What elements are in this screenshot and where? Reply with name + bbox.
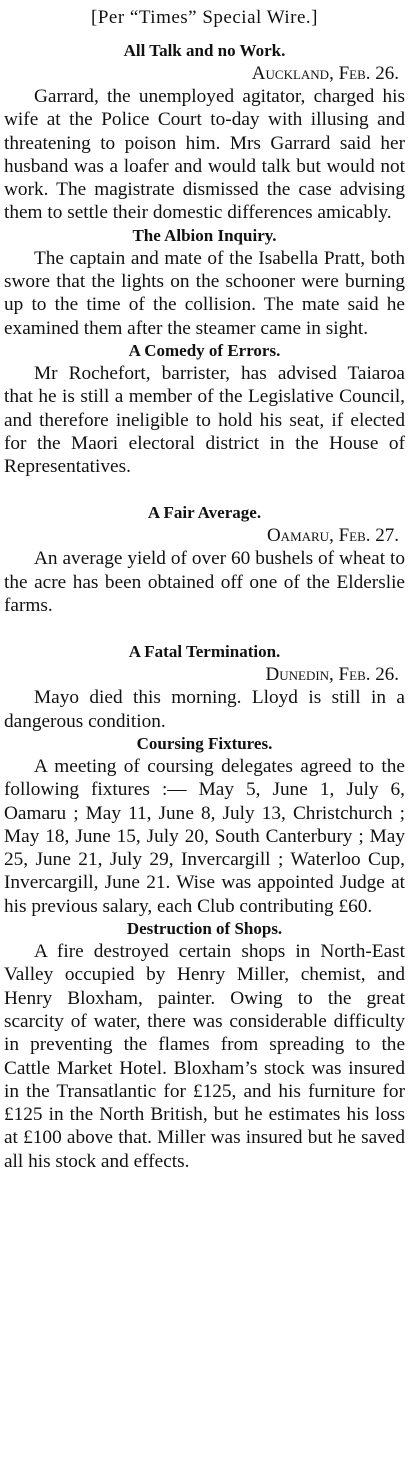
story-headline: Destruction of Shops. [126, 919, 283, 939]
section-gap [4, 617, 405, 641]
story-headline: The Albion Inquiry. [132, 225, 277, 245]
story-fatal-termination [4, 641, 405, 733]
story-albion-inquiry [4, 225, 405, 340]
story-headline: All Talk and no Work. [123, 41, 286, 60]
story-body: A meeting of coursing delegates agreed to the following fixtures :— May 5, June 1, July 6, Oamaru ; May 11, June 8, July 13, Christchurch ; May 18, June 15, July 20, South Canterbury ; May 25, June 21, July 29, Invercargill ; Waterloo Cup, Invercargill, June 21. Wise was appointed Judge at his previous salary, each Club contributing £60. [4, 755, 405, 917]
story-dateline: Auckland, Feb. 26. [251, 63, 399, 84]
story-dateline: Oamaru, Feb. 27. [266, 525, 399, 547]
story-body: An average yield of over 60 bushels of wheat to the acre has been obtained off one of the Elderslie farms. [4, 548, 405, 617]
story-headline: A Fair Average. [147, 503, 262, 523]
masthead: [Per “Times” Special Wire.] [91, 7, 318, 28]
story-comedy-of-errors [4, 340, 405, 478]
story-fair-average [4, 502, 405, 617]
story-body: Garrard, the unemployed agitator, charged his wife at the Police Court to-day with illusing and threatening to poison him. Mrs Garrard said her husband was a loafer and would talk but would not work. The magistrate dismissed the case advising them to settle their domestic differences amicably. [4, 86, 405, 224]
story-headline: A Comedy of Errors. [128, 340, 281, 360]
story-headline: A Fatal Termination. [128, 642, 281, 662]
story-body: Mayo died this morning. Lloyd is still in a dangerous condition. [4, 687, 405, 732]
story-destruction-of-shops [4, 918, 405, 1173]
story-body: A fire destroyed certain shops in North-East Valley occupied by Henry Miller, chemist, and Henry Bloxham, painter. Owing to the great scarcity of water, there was considerable difficulty in preventing the flames from spreading to the Cattle Market Hotel. Bloxham’s stock was insured in the Transatlantic for £125, and his furniture for £125 in the North British, but he estimates his loss at £100 above that. Miller was insured but he saved all his stock and effects. [4, 941, 405, 1172]
story-coursing-fixtures [4, 733, 405, 918]
story-all-talk [4, 40, 405, 225]
story-headline: Coursing Fixtures. [136, 733, 273, 753]
story-dateline: Dunedin, Feb. 26. [265, 664, 399, 686]
section-gap [4, 478, 405, 502]
story-body: The captain and mate of the Isabella Pratt, both swore that the lights on the schooner were burning up to the time of the collision. The mate said he examined them after the steamer came in sight. [4, 247, 405, 339]
story-body: Mr Rochefort, barrister, has advised Taiaroa that he is still a member of the Legislative Council, and therefore ineligible to hold his seat, if elected for the Maori electoral district in the House of Representatives. [4, 362, 405, 478]
